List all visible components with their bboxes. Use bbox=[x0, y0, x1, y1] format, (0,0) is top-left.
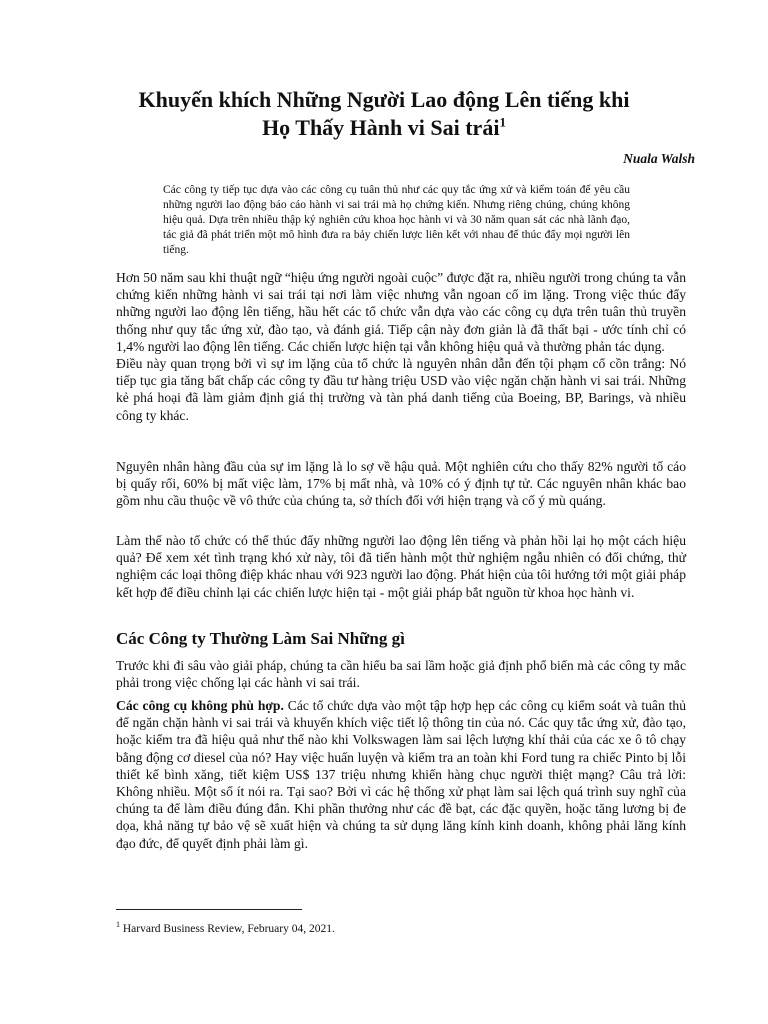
title-line-1: Khuyến khích Những Người Lao động Lên tiếng khi bbox=[138, 87, 630, 112]
author-name: Nuala Walsh bbox=[623, 151, 695, 166]
body-paragraph-1: Hơn 50 năm sau khi thuật ngữ “hiệu ứng người ngoài cuộc” được đặt ra, nhiều người trong chúng ta vẫn chứng kiến những hành vi sai trái tại nơi làm việc nhưng vẫn ngoan cố im lặng. Trong việc thúc đẩy những người lao động lên tiếng, hầu hết các tổ chức vẫn dựa vào các công cụ dựa trên tuân thủ truyền thống như quy tắc ứng xử, đào tạo, và đánh giá. Tiếp cận này đơn giản là đã thất bại - ước tính chỉ có 1,4% người lao động lên tiếng. Các chiến lược hiện tại vẫn không hiệu quả và thường phản tác dụng. bbox=[116, 270, 686, 354]
section-point-paragraph bbox=[116, 697, 686, 852]
footnote-mark: 1 bbox=[116, 920, 120, 930]
article-title bbox=[90, 86, 678, 142]
footnote-divider bbox=[116, 909, 302, 910]
section-heading: Các Công ty Thường Làm Sai Những gì bbox=[116, 629, 405, 648]
title-footnote-mark: 1 bbox=[499, 114, 506, 130]
section-point-text: Các tổ chức dựa vào một tập hợp hẹp các công cụ kiểm soát và tuân thủ để ngăn chặn hành vi sai trái và khuyến khích việc tiết lộ thông tin của nó. Các quy tắc ứng xử, đào tạo, hoặc kiểm tra đã hiệu quả như thế nào khi Volkswagen làm sai lệch lượng khí thải của các xe ô tô chạy bằng động cơ diesel của nó? Hay việc huấn luyện và kiểm tra an toàn khi Ford tung ra chiếc Pinto bị lỗi thiết kế bình xăng, tiết kiệm US$ 137 triệu nhưng khiến hàng chục người thiệt mạng? Câu trả lời: Không nhiều. Một số ít nói ra. Tại sao? Bởi vì các hệ thống xử phạt làm sai lệch quá trình suy nghĩ của chúng ta để làm điều đúng đắn. Khi phần thưởng như các đề bạt, các đặc quyền, hoặc tăng lương bị đe dọa, khả năng tự bảo vệ sẽ xuất hiện và chúng ta sử dụng lăng kính kinh doanh, không phải lăng kính đạo đức, để quyết định phải làm gì. bbox=[116, 698, 686, 851]
body-paragraph-3: Nguyên nhân hàng đầu của sự im lặng là lo sợ về hậu quả. Một nghiên cứu cho thấy 82% người tố cáo bị quấy rối, 60% bị mất việc làm, 17% bị mất nhà, và 10% có ý định tự tử. Các nguyên nhân khác bao gồm nhu cầu thuộc về vô thức của chúng ta, sở thích đối với hiện trạng và cố ý mù quáng. bbox=[116, 459, 686, 509]
abstract: Các công ty tiếp tục dựa vào các công cụ tuân thủ như các quy tắc ứng xử và kiểm toán để yêu cầu những người lao động báo cáo hành vi sai trái mà họ chứng kiến. Nhưng riêng chúng, chúng không hiệu quả. Dựa trên nhiều thập kỷ nghiên cứu khoa học hành vi và 30 năm quan sát các nhà lãnh đạo, tác giả đã phát triển một mô hình đưa ra bảy chiến lược liên kết với nhau để thúc đẩy mọi người lên tiếng. bbox=[163, 184, 630, 256]
footnote bbox=[116, 922, 335, 936]
section-point-lead: Các công cụ không phù hợp. bbox=[116, 698, 284, 713]
body-paragraph-2: Điều này quan trọng bởi vì sự im lặng của tổ chức là nguyên nhân dẫn đến tội phạm cổ cồn trắng: Nó tiếp tục gia tăng bất chấp các công ty đầu tư hàng triệu USD vào việc ngăn chặn hành vi sai trái. Những kẻ phá hoại đã làm giảm định giá thị trường và tàn phá danh tiếng của Boeing, BP, Barings, và nhiều công ty khác. bbox=[116, 356, 686, 423]
body-paragraph-4: Làm thế nào tổ chức có thể thúc đẩy những người lao động lên tiếng và phản hồi lại họ một cách hiệu quả? Để xem xét tình trạng khó xử này, tôi đã tiến hành một thử nghiệm ngẫu nhiên có đối chứng, thử nghiệm các loại thông điệp khác nhau với 923 người lao động. Phát hiện của tôi hướng tới một giải pháp kết hợp để điều chỉnh lại các chiến lược hiện tại - một giải pháp bắt nguồn từ khoa học hành vi. bbox=[116, 533, 686, 600]
section-intro-paragraph: Trước khi đi sâu vào giải pháp, chúng ta cần hiểu ba sai lầm hoặc giả định phổ biến mà các công ty mắc phải trong việc chống lại các hành vi sai trái. bbox=[116, 658, 686, 691]
footnote-text: Harvard Business Review, February 04, 2021. bbox=[120, 923, 335, 935]
title-line-2: Họ Thấy Hành vi Sai trái bbox=[262, 115, 500, 140]
